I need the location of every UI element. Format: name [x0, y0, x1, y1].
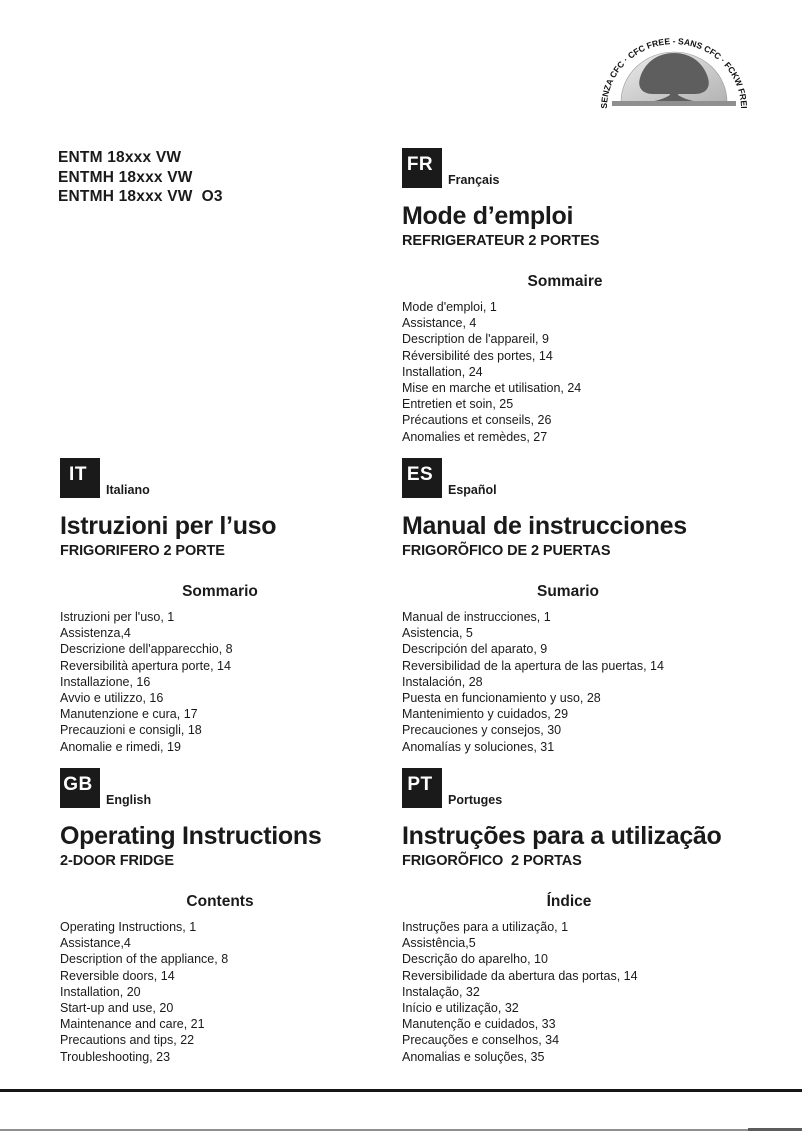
cfc-free-tree-icon [598, 34, 750, 114]
section-title: Instruções para a utilização [402, 822, 722, 850]
section-english [60, 768, 380, 1065]
language-code: GB [63, 774, 93, 795]
toc-item: Instalação, 32 [402, 984, 480, 999]
toc-heading: Contents [186, 893, 254, 910]
toc-item: Mise en marche et utilisation, 24 [402, 381, 582, 396]
toc-item: Assistência,5 [402, 936, 476, 951]
toc-item: Descripción del aparato, 9 [402, 642, 548, 657]
model-number-list [58, 148, 223, 207]
toc-list [402, 299, 728, 445]
language-code: IT [69, 464, 87, 485]
toc-item: Assistance,4 [60, 936, 131, 951]
toc-item: Précautions et conseils, 26 [402, 413, 552, 428]
toc-heading: Sumario [536, 583, 599, 600]
section-subtitle: 2-DOOR FRIDGE [60, 853, 174, 869]
section-french [402, 148, 728, 445]
language-label: Portuges [448, 793, 503, 807]
toc-item: Avvio e utilizzo, 16 [60, 691, 164, 706]
model-number: ENTMH 18xxx VW O3 [58, 188, 223, 205]
language-badge-row [402, 768, 736, 808]
language-label: Italiano [106, 483, 150, 497]
language-badge-row [402, 148, 728, 188]
toc-item: Reversibilità apertura porte, 14 [60, 658, 231, 673]
toc-list [402, 609, 734, 755]
toc-item: Maintenance and care, 21 [60, 1017, 205, 1032]
toc-item: Manutenção e cuidados, 33 [402, 1017, 556, 1032]
language-code: PT [407, 774, 433, 795]
language-label: Français [448, 173, 500, 187]
page-bottom-edge [0, 1129, 802, 1131]
toc-item: Installation, 24 [402, 364, 483, 379]
toc-item: Description of the appliance, 8 [60, 952, 229, 967]
toc-item: Precauciones y consejos, 30 [402, 723, 562, 738]
toc-item: Descrição do aparelho, 10 [402, 952, 548, 967]
section-subtitle: FRIGORÕFICO 2 PORTAS [402, 853, 582, 869]
model-number: ENTM 18xxx VW [58, 149, 182, 166]
language-badge-it [60, 458, 100, 498]
model-number: ENTMH 18xxx VW [58, 168, 193, 186]
language-badge-row [402, 458, 734, 498]
logo-arc-text: SENZA CFC · CFC FREE - SANS CFC · FCKW FREI [598, 36, 750, 109]
section-title: Istruzioni per l’uso [60, 512, 277, 540]
toc-item: Reversible doors, 14 [60, 968, 175, 983]
footer-divider-rule [0, 1089, 802, 1092]
language-badge-pt [402, 768, 442, 808]
toc-item: Entretien et soin, 25 [402, 397, 514, 412]
language-code: ES [406, 464, 434, 485]
toc-item: Asistencia, 5 [402, 626, 473, 641]
section-title: Manual de instrucciones [402, 512, 687, 540]
language-label: English [106, 793, 152, 807]
toc-item: Réversibilité des portes, 14 [402, 348, 553, 363]
toc-item: Precauzioni e consigli, 18 [60, 723, 202, 738]
toc-item: Precautions and tips, 22 [60, 1033, 195, 1048]
page-edge-artifact [748, 1128, 802, 1131]
toc-item: Mantenimiento y cuidados, 29 [402, 707, 569, 722]
toc-item: Start-up and use, 20 [60, 1001, 174, 1016]
toc-item: Instruções para a utilização, 1 [402, 920, 569, 934]
language-label: Español [448, 483, 497, 497]
section-subtitle: REFRIGERATEUR 2 PORTES [402, 233, 600, 249]
cfc-free-logo [598, 34, 750, 114]
toc-item: Início e utilização, 32 [402, 1001, 519, 1016]
toc-item: Description de l'appareil, 9 [402, 332, 549, 347]
toc-item: Instalación, 28 [402, 674, 483, 689]
toc-item: Anomalías y soluciones, 31 [402, 739, 555, 754]
section-subtitle: FRIGORIFERO 2 PORTE [60, 543, 225, 559]
toc-item: Assistenza,4 [60, 626, 131, 641]
toc-item: Mode d'emploi, 1 [402, 300, 497, 314]
section-subtitle: FRIGORÕFICO DE 2 PUERTAS [402, 543, 611, 559]
toc-item: Precauções e conselhos, 34 [402, 1033, 560, 1048]
toc-item: Reversibilidad de la apertura de las puertas, 14 [402, 658, 664, 673]
toc-item: Anomalies et remèdes, 27 [402, 429, 548, 444]
language-badge-gb [60, 768, 100, 808]
toc-item: Anomalias e soluções, 35 [402, 1049, 545, 1064]
toc-item: Anomalie e rimedi, 19 [60, 739, 181, 754]
language-badge-fr [402, 148, 442, 188]
toc-item: Assistance, 4 [402, 316, 477, 331]
toc-item: Descrizione dell'apparecchio, 8 [60, 642, 233, 657]
toc-item: Puesta en funcionamiento y uso, 28 [402, 691, 601, 706]
section-title: Operating Instructions [60, 822, 322, 850]
toc-heading: Sommario [182, 583, 258, 600]
toc-item: Operating Instructions, 1 [60, 920, 197, 934]
language-code: FR [406, 154, 434, 175]
language-badge-row [60, 768, 380, 808]
toc-list [60, 919, 380, 1065]
toc-heading: Índice [546, 893, 592, 910]
language-badge-row [60, 458, 380, 498]
language-badge-es [402, 458, 442, 498]
toc-item: Reversibilidade da abertura das portas, 14 [402, 968, 638, 983]
section-spanish [402, 458, 734, 755]
toc-item: Istruzioni per l'uso, 1 [60, 610, 175, 624]
toc-list [402, 919, 736, 1065]
section-italian [60, 458, 380, 755]
toc-heading: Sommaire [527, 273, 603, 290]
section-portuguese [402, 768, 736, 1065]
toc-item: Installazione, 16 [60, 674, 151, 689]
toc-list [60, 609, 380, 755]
toc-item: Installation, 20 [60, 984, 141, 999]
toc-item: Troubleshooting, 23 [60, 1049, 171, 1064]
section-title: Mode d’emploi [402, 202, 574, 230]
toc-item: Manutenzione e cura, 17 [60, 707, 198, 722]
toc-item: Manual de instrucciones, 1 [402, 610, 551, 624]
